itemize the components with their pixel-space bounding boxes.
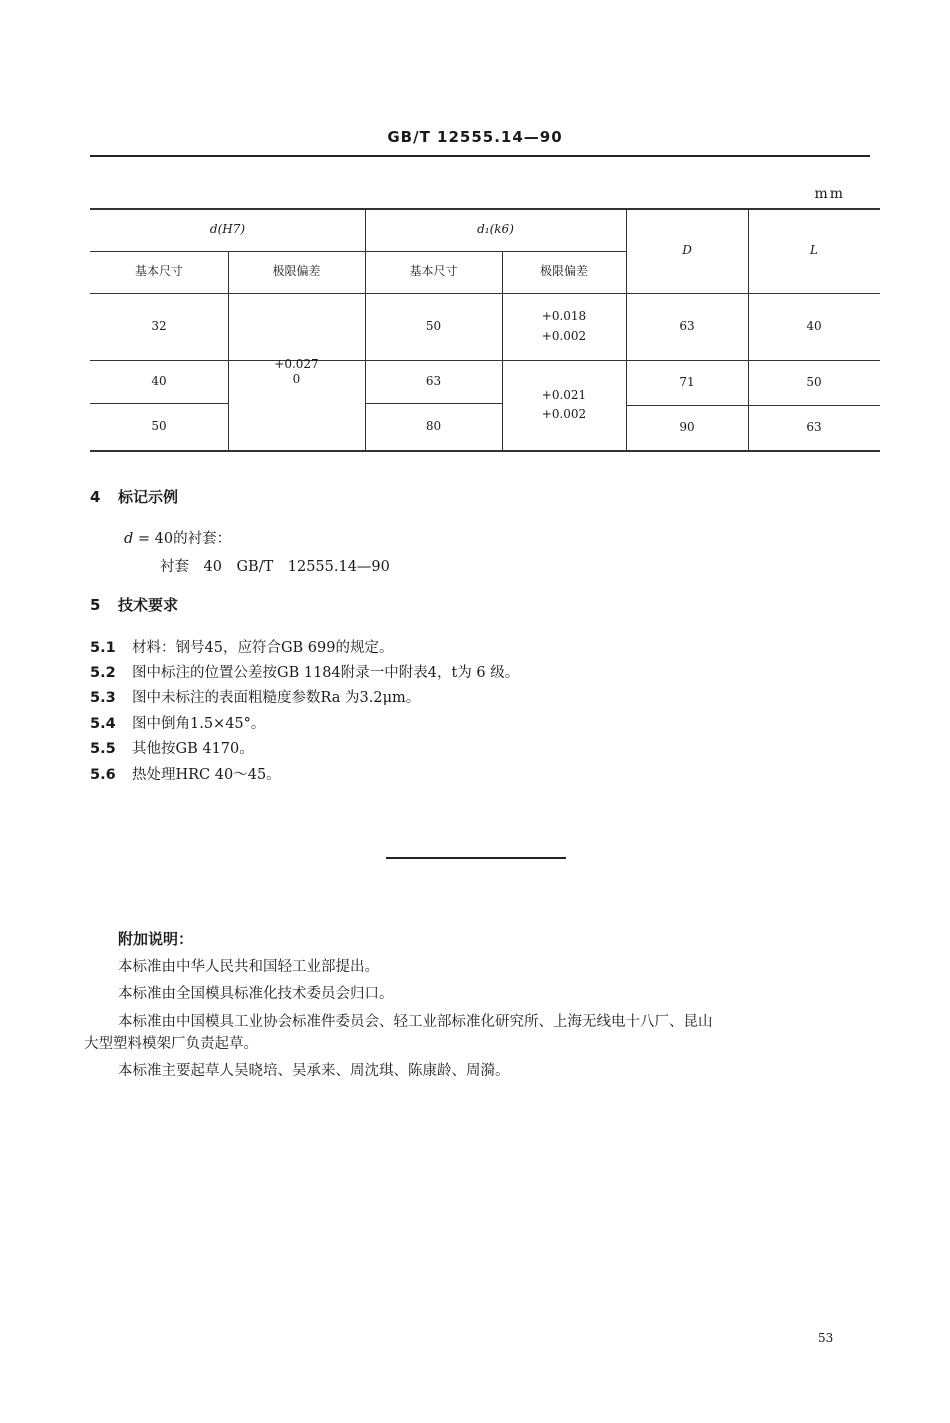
table-cell: 40 [151,373,167,388]
table-cell: 50 [806,374,822,389]
dimension-table [90,208,880,453]
table-cell: 50 [425,318,442,333]
marking-text: = 40的衬套： [133,531,232,547]
item-text: 其他按GB 4170。 [132,741,254,757]
var-d: d [124,531,134,547]
section-title: 技术要求 [118,596,179,614]
table-cell: 32 [151,318,167,333]
page-header: GB/T 12555.14—90 [387,128,563,146]
header-d1-k6: d₁(k6) [477,221,514,236]
requirement-item [90,686,420,707]
header-basic-size: 基本尺寸 [409,264,458,279]
item-text: 图中未标注的表面粗糙度参数Ra 为3.2μm。 [132,690,421,706]
d1-dev2-upper: +0.021 [541,387,587,402]
additional-notes-title: 附加说明： [118,930,194,948]
requirement-item [90,737,254,758]
table-cell-deviation [502,293,626,360]
item-number: 5.5 [90,741,116,757]
d-dev-upper: +0.027 [274,357,319,372]
requirement-item [90,763,281,784]
table-bottom-rule [90,450,880,452]
header-limit-deviation: 极限偏差 [539,264,588,279]
marking-example-line1 [124,527,231,548]
item-text: 图中标注的位置公差按GB 1184附录一中附表4，t为 6 级。 [132,665,520,681]
note-line: 本标准由全国模具标准化技术委员会归口。 [118,986,394,1002]
item-text: 材料：钢号45，应符合GB 699的规定。 [132,640,394,656]
table-cell: 63 [679,318,695,333]
item-number: 5.2 [90,665,116,681]
note-line: 本标准主要起草人吴晓培、吴承来、周沈琪、陈康龄、周漪。 [118,1063,510,1079]
header-d-h7: d(H7) [209,221,246,236]
requirement-item [90,636,393,657]
section-4-heading [90,486,178,507]
item-number: 5.1 [90,640,116,656]
section-number: 4 [90,488,101,506]
table-cell: 71 [679,374,695,389]
item-text: 图中倒角1.5×45°。 [132,716,266,732]
item-text: 热处理HRC 40～45。 [132,767,281,783]
d-dev-lower: 0 [292,371,301,386]
table-cell: 40 [806,318,822,333]
d1-dev1-lower: +0.002 [541,328,587,343]
item-number: 5.3 [90,690,116,706]
table-cell-deviation [228,293,365,450]
table-cell: 63 [806,419,822,434]
item-number: 5.6 [90,767,116,783]
section-title: 标记示例 [118,488,179,506]
d1-dev1-upper: +0.018 [541,309,587,324]
table-cell: 80 [425,418,442,433]
section-number: 5 [90,596,101,614]
requirement-item [90,661,519,682]
header-limit-deviation: 极限偏差 [272,264,321,279]
d1-dev2-lower: +0.002 [541,407,587,421]
note-line: 大型塑料模架厂负责起草。 [84,1036,258,1052]
unit-label: mm [814,186,845,202]
note-line: 本标准由中国模具工业协会标准件委员会、轻工业部标准化研究所、上海无线电十八厂、昆山 [118,1014,713,1030]
table-cell-deviation [502,360,626,450]
requirement-item [90,712,265,733]
table-cell: 90 [679,419,695,434]
header-L: L [810,242,818,257]
header-rule [90,155,870,157]
marking-example-line2: 衬套 40 GB/T 12555.14—90 [160,559,390,575]
header-basic-size: 基本尺寸 [134,264,183,279]
table-cell: 50 [151,418,167,433]
section-5-heading [90,594,178,615]
end-rule [386,857,566,859]
table-cell: 63 [425,373,442,388]
note-line: 本标准由中华人民共和国轻工业部提出。 [118,959,379,975]
item-number: 5.4 [90,716,116,732]
header-D: D [682,242,692,257]
page-number: 53 [818,1331,834,1345]
